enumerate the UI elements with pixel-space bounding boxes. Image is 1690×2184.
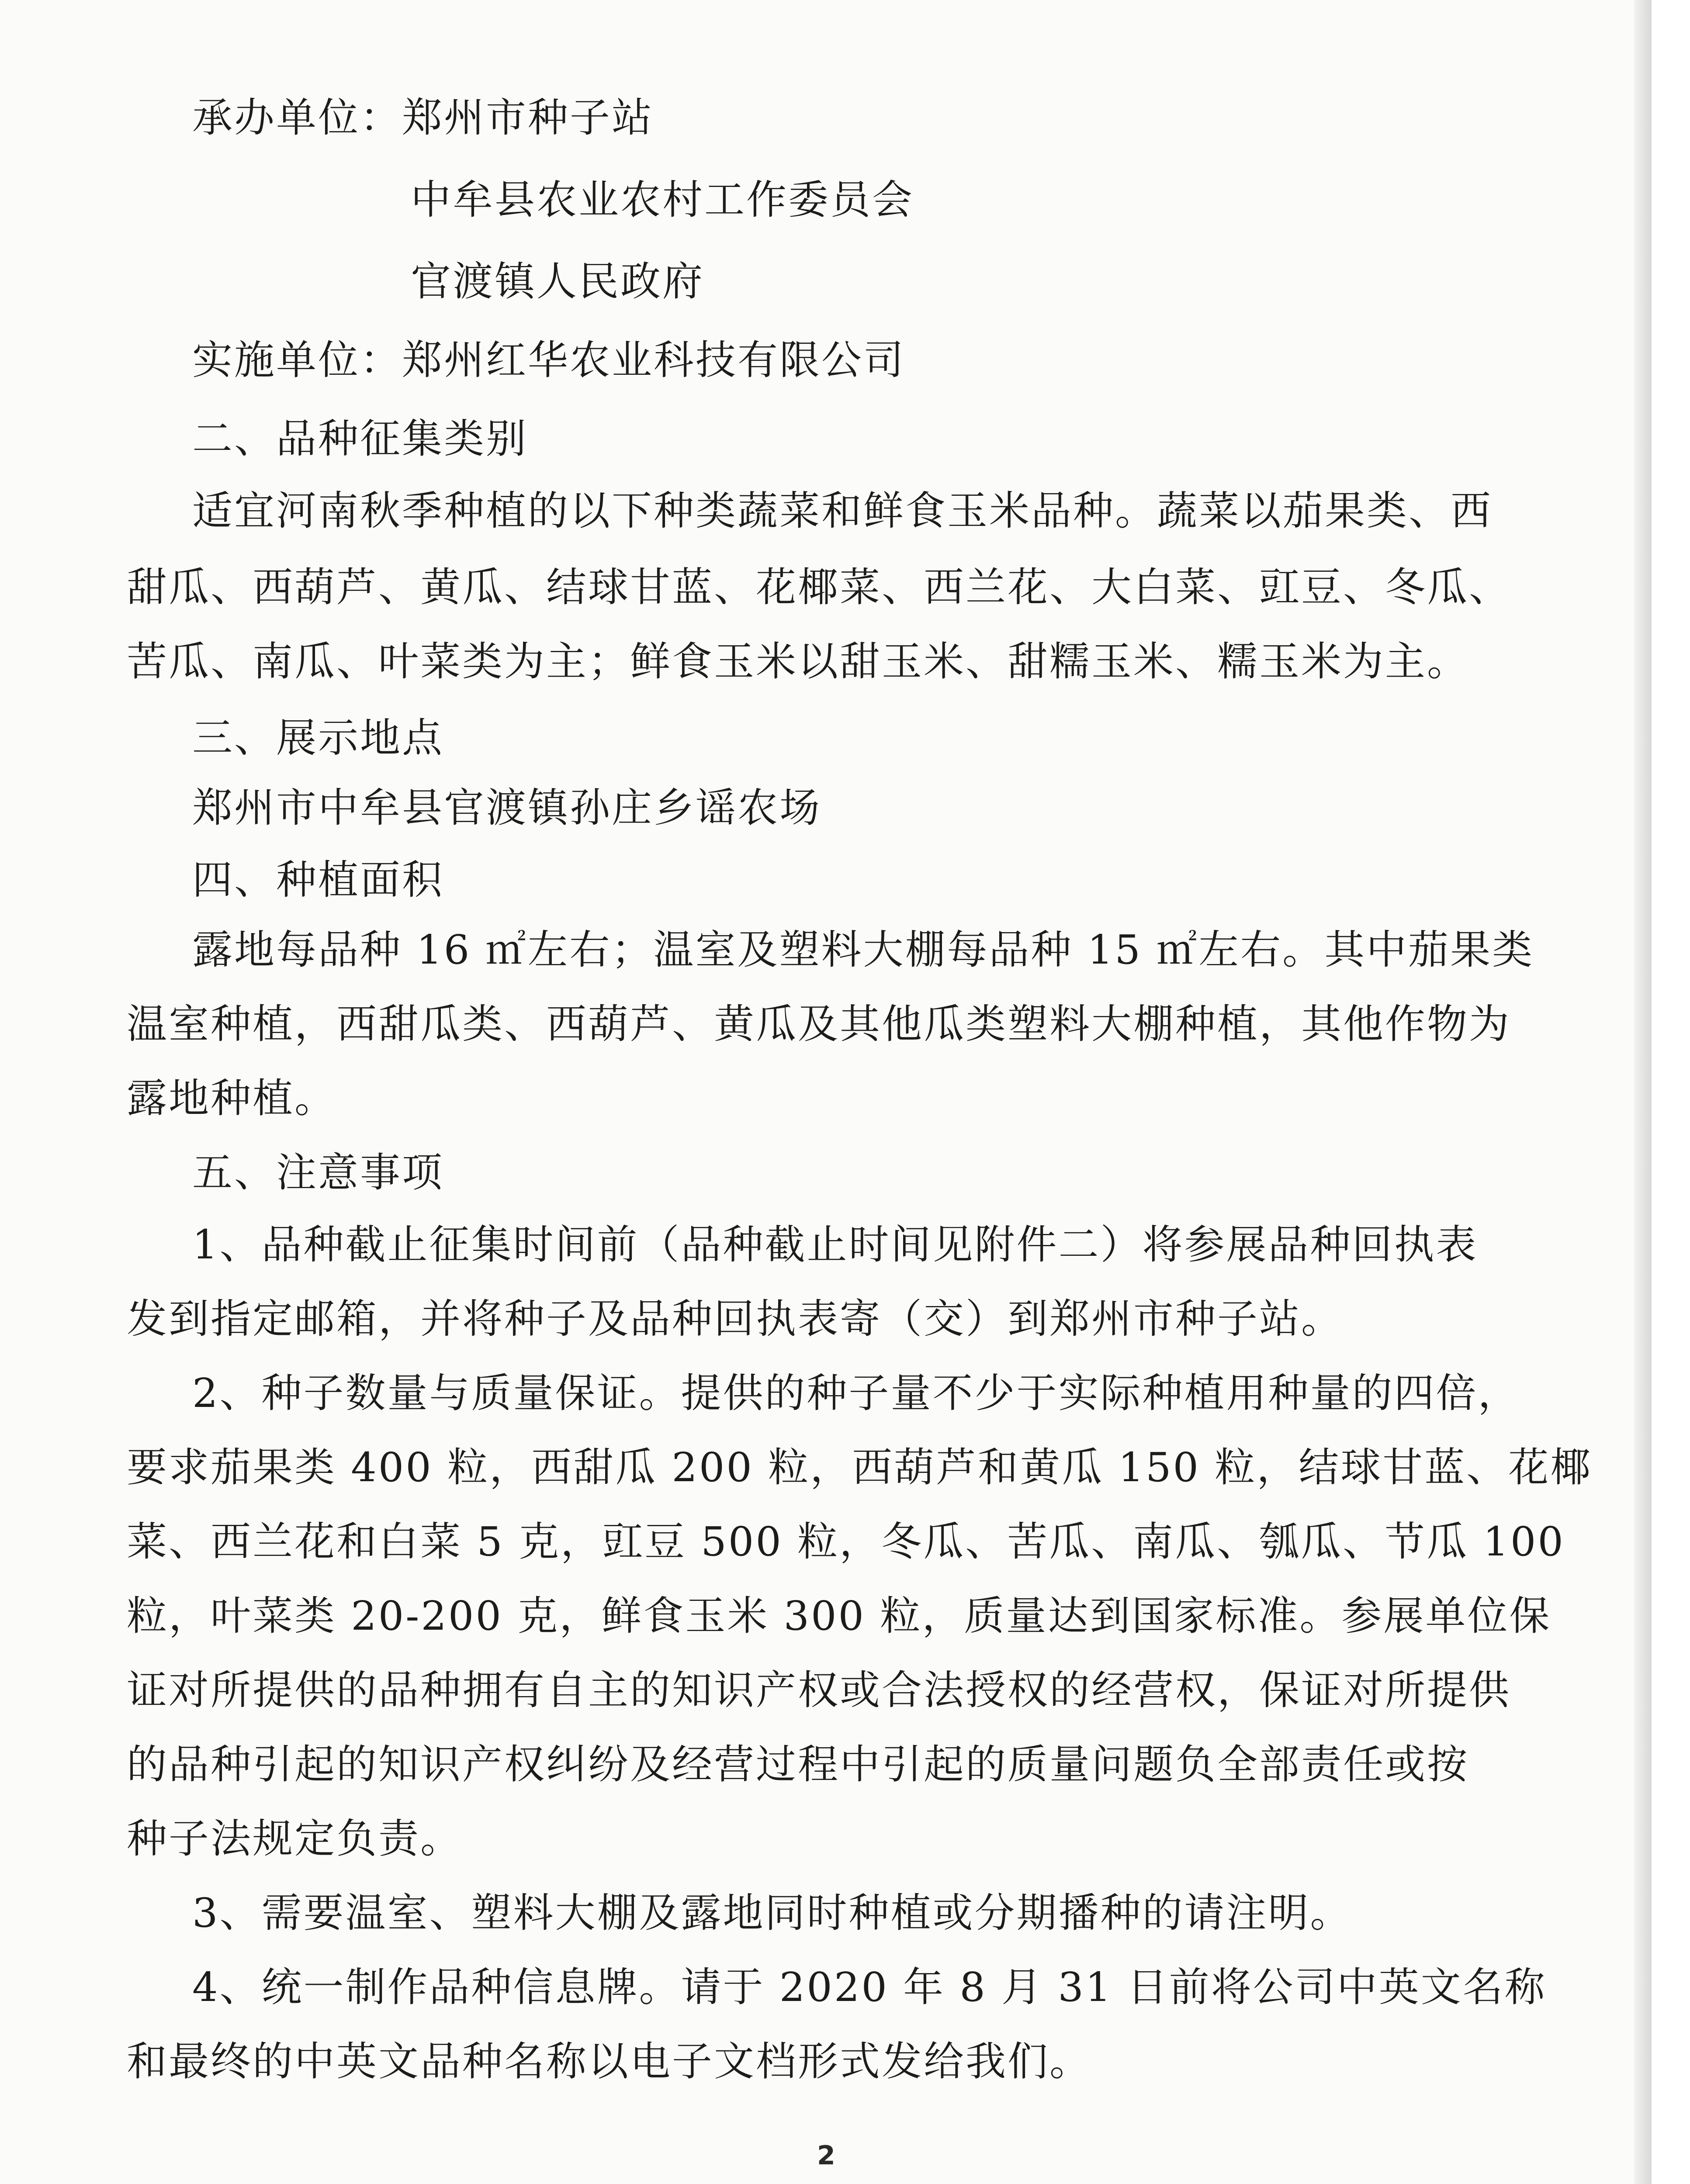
page-edge-shadow	[1634, 0, 1652, 2184]
paragraph-line: 和最终的中英文品种名称以电子文档形式发给我们。	[127, 2038, 1092, 2085]
section-heading-2: 二、品种征集类别	[192, 415, 528, 462]
paragraph-line: 1、品种截止征集时间前（品种截止时间见附件二）将参展品种回执表	[192, 1221, 1478, 1268]
paragraph-line: 郑州市中牟县官渡镇孙庄乡谣农场	[192, 784, 822, 831]
paragraph-line: 露地种植。	[127, 1075, 337, 1122]
paragraph-line: 适宜河南秋季种植的以下种类蔬菜和鲜食玉米品种。蔬菜以茄果类、西	[192, 487, 1493, 534]
paragraph-line: 种子法规定负责。	[127, 1815, 463, 1862]
paragraph-line: 的品种引起的知识产权纠纷及经营过程中引起的质量问题负全部责任或按	[127, 1741, 1469, 1788]
paragraph-line: 菜、西兰花和白菜 5 克，豇豆 500 粒，冬瓜、苦瓜、南瓜、瓠瓜、节瓜 100	[127, 1518, 1565, 1565]
line-implementer: 实施单位：郑州红华农业科技有限公司	[192, 337, 906, 384]
page-number: 2	[817, 2140, 835, 2171]
section-heading-5: 五、注意事项	[192, 1149, 444, 1196]
section-heading-4: 四、种植面积	[192, 857, 444, 903]
line-organizer: 承办单位：郑州市种子站	[192, 94, 654, 141]
line-organizer-3: 官渡镇人民政府	[411, 258, 705, 305]
paragraph-line: 粒，叶菜类 20-200 克，鲜食玉米 300 粒，质量达到国家标准。参展单位保	[127, 1593, 1551, 1639]
paragraph-line: 发到指定邮箱，并将种子及品种回执表寄（交）到郑州市种子站。	[127, 1296, 1344, 1342]
paragraph-line: 甜瓜、西葫芦、黄瓜、结球甘蓝、花椰菜、西兰花、大白菜、豇豆、冬瓜、	[127, 564, 1511, 611]
line-organizer-2: 中牟县农业农村工作委员会	[411, 176, 914, 223]
paragraph-line: 苦瓜、南瓜、叶菜类为主；鲜食玉米以甜玉米、甜糯玉米、糯玉米为主。	[127, 638, 1469, 685]
paragraph-line: 露地每品种 16 ㎡左右；温室及塑料大棚每品种 15 ㎡左右。其中茄果类	[192, 926, 1534, 973]
paragraph-line: 证对所提供的品种拥有自主的知识产权或合法授权的经营权，保证对所提供	[127, 1667, 1511, 1714]
paragraph-line: 要求茄果类 400 粒，西甜瓜 200 粒，西葫芦和黄瓜 150 粒，结球甘蓝、花椰	[127, 1444, 1593, 1491]
paragraph-line: 4、统一制作品种信息牌。请于 2020 年 8 月 31 日前将公司中英文名称	[192, 1964, 1547, 2011]
paragraph-line: 3、需要温室、塑料大棚及露地同时种植或分期播种的请注明。	[192, 1890, 1352, 1936]
paragraph-line: 温室种植，西甜瓜类、西葫芦、黄瓜及其他瓜类塑料大棚种植，其他作物为	[127, 1001, 1511, 1047]
section-heading-3: 三、展示地点	[192, 715, 444, 761]
paragraph-line: 2、种子数量与质量保证。提供的种子量不少于实际种植用种量的四倍，	[192, 1370, 1520, 1417]
